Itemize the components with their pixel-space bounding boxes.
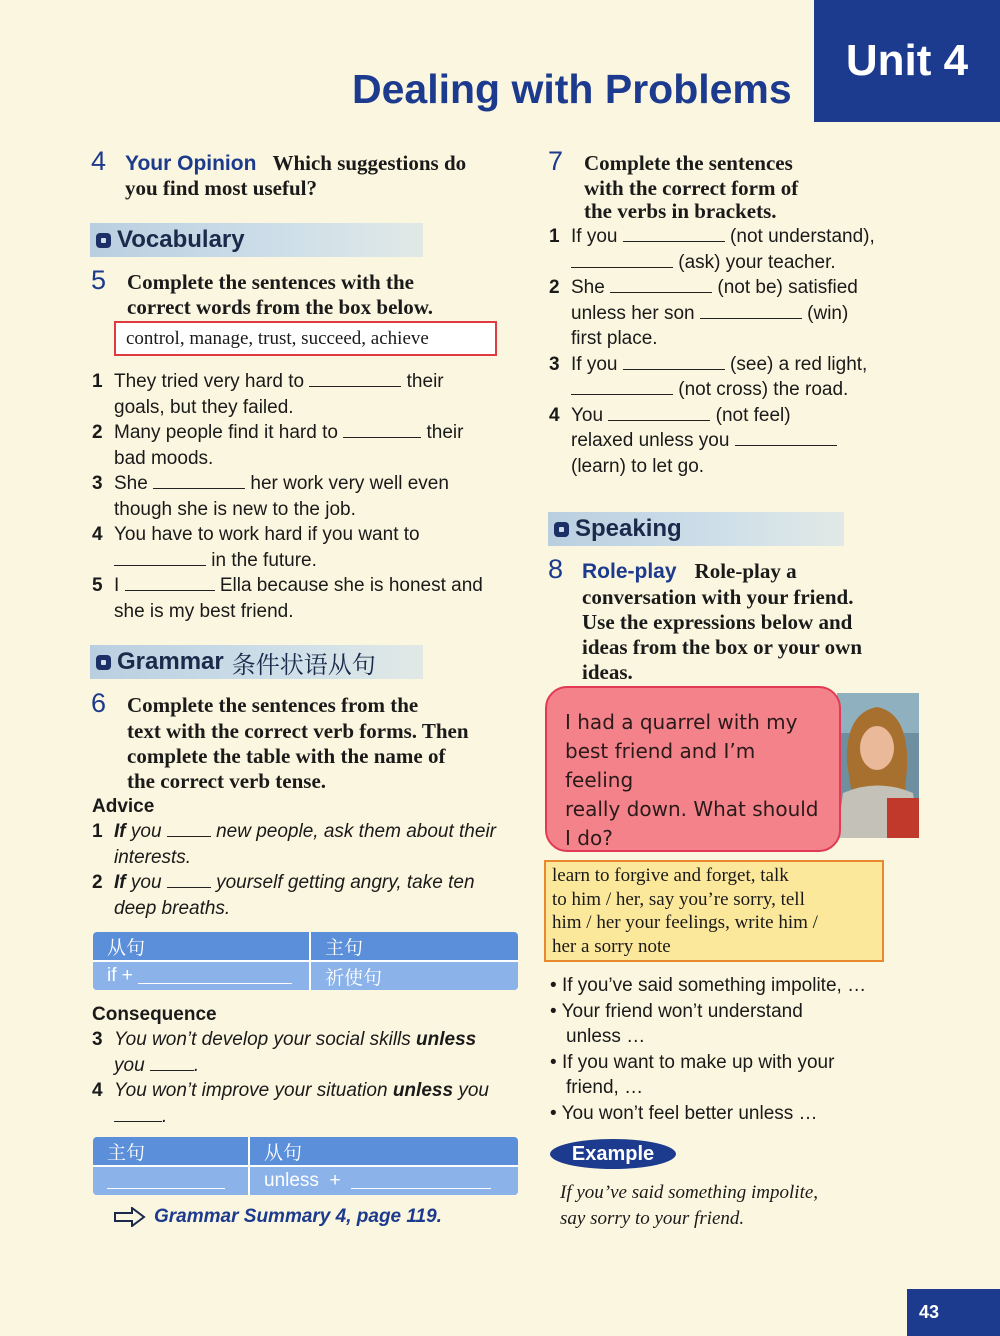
section-5-line-2: correct words from the box below. [127, 295, 433, 319]
list-item-cont: interests. [114, 846, 192, 868]
example-line: If you’ve said something impolite, [560, 1182, 819, 1203]
table-cell: unless + [248, 1167, 518, 1195]
answer-blank[interactable] [623, 353, 725, 370]
list-item-cont: (learn) to let go. [571, 455, 705, 477]
your-opinion-label: Your Opinion [125, 152, 257, 175]
section-6-line: text with the correct verb forms. Then [127, 719, 469, 743]
ideas-box [544, 860, 884, 962]
list-item-cont: in the future. [92, 548, 522, 574]
answer-blank[interactable] [167, 871, 211, 888]
table-cell [93, 1167, 248, 1195]
list-item: 3 You won’t develop your social skills unless [92, 1029, 477, 1050]
section-8-text: Role-play a [694, 559, 797, 583]
list-item-cont: unless her son (win) [571, 302, 849, 324]
list-item-cont: unless … [566, 1026, 646, 1047]
vocabulary-heading [90, 223, 423, 257]
section-8-line: Use the expressions below and [582, 610, 853, 634]
bubble-line: I had a quarrel with my [565, 710, 798, 734]
answer-blank[interactable] [114, 1105, 162, 1122]
list-item-cont: (not cross) the road. [549, 377, 969, 403]
section-8-line: ideas from the box or your own [582, 635, 863, 659]
consequence-label: Consequence [92, 1004, 217, 1025]
list-item: • If you want to make up with your [550, 1051, 835, 1073]
table-header: 从句 [107, 937, 146, 959]
ideas-line: learn to forgive and forget, talk [552, 865, 789, 886]
list-item: 3 She her work very well even [92, 473, 449, 494]
answer-blank[interactable] [571, 378, 673, 395]
list-item-cont: deep breaths. [114, 897, 231, 919]
section-8-line: conversation with your friend. [582, 585, 854, 609]
answer-blank[interactable] [153, 472, 245, 489]
section-5-line-1: Complete the sentences with the [127, 270, 414, 294]
table-header: 从句 [248, 1137, 518, 1165]
list-item-cont: goals, but they failed. [114, 396, 294, 418]
list-item: 1 They tried very hard to their [92, 371, 444, 392]
advice-label: Advice [92, 796, 155, 817]
section-4-text-2: you find most useful? [125, 176, 317, 200]
section-4-text: Which suggestions do [272, 151, 467, 175]
list-item: 5 I Ella because she is honest and [92, 575, 483, 596]
section-7-line: Complete the sentences [584, 151, 793, 175]
speaking-heading [548, 512, 844, 546]
answer-blank[interactable] [167, 820, 211, 837]
list-item: 2 If you yourself getting angry, take ten [92, 872, 475, 893]
section-marker-icon [554, 522, 569, 537]
list-item-cont: bad moods. [114, 447, 214, 469]
list-item-cont: (ask) your teacher. [549, 250, 969, 276]
list-item: 1 If you (not understand), [549, 226, 875, 247]
section-marker-icon [96, 655, 111, 670]
section-7-items [549, 224, 969, 479]
answer-blank[interactable] [138, 969, 292, 984]
section-5 [91, 265, 531, 319]
list-item: 2 Many people find it hard to their [92, 422, 464, 443]
example-text [560, 1180, 818, 1231]
answer-blank[interactable] [571, 251, 673, 268]
role-play-label: Role-play [582, 560, 677, 583]
expression-list [550, 973, 990, 1126]
vocabulary-items [92, 369, 522, 624]
section-7-line: with the correct form of [584, 176, 799, 200]
section-4 [91, 146, 531, 200]
section-number: 4 [91, 146, 107, 176]
girl-photo [837, 693, 919, 838]
example-badge: Example [550, 1139, 676, 1169]
list-item: • You won’t feel better unless … [550, 1102, 818, 1124]
bubble-line: best friend and I’m feeling [565, 739, 756, 792]
ideas-line: her a sorry note [552, 935, 671, 957]
grammar-heading-cn: 条件状语从句 [231, 650, 376, 679]
list-item: 4 You have to work hard if you want to [92, 524, 420, 545]
grammar-table-1 [93, 932, 518, 990]
list-item: 3 If you (see) a red light, [549, 353, 868, 375]
table-cell: if + [93, 962, 309, 990]
list-item-cont: friend, … [566, 1077, 644, 1098]
list-item: • Your friend won’t understand [550, 1000, 803, 1022]
answer-blank[interactable] [700, 302, 802, 319]
list-item: 2 She (not be) satisfied [549, 277, 858, 298]
arrow-right-icon [114, 1207, 146, 1227]
section-6 [91, 688, 531, 794]
section-6-line: Complete the sentences from the [127, 693, 419, 717]
ideas-line: to him / her, say you’re sorry, tell [552, 888, 805, 910]
table-cell: 祈使句 [309, 962, 518, 990]
list-item: • If you’ve said something impolite, … [550, 975, 867, 996]
answer-blank[interactable] [343, 421, 421, 438]
section-number: 6 [91, 688, 107, 718]
advice-block [92, 794, 532, 921]
list-item-cont: relaxed unless you [549, 428, 969, 454]
answer-blank[interactable] [114, 549, 206, 566]
table-header: 主句 [107, 1142, 146, 1164]
page-number: 43 [907, 1289, 1000, 1336]
section-number: 7 [548, 146, 564, 176]
grammar-summary-text: Grammar Summary 4, page 119. [154, 1206, 442, 1227]
grammar-summary-link[interactable] [114, 1206, 442, 1228]
list-item-cont: though she is new to the job. [114, 498, 356, 520]
list-item-cont: . [92, 1104, 532, 1130]
bubble-line: really down. What should [565, 797, 819, 821]
answer-blank[interactable] [608, 404, 710, 421]
ideas-line: him / her your feelings, write him / [552, 912, 818, 933]
grammar-heading-text: Grammar [117, 648, 224, 675]
table-header: 主句 [309, 932, 518, 960]
answer-blank[interactable] [623, 225, 725, 242]
bubble-line: I do? [565, 826, 613, 850]
word-box: control, manage, trust, succeed, achieve [114, 321, 497, 356]
list-item: 4 You (not feel) [549, 404, 791, 426]
speech-bubble [545, 686, 841, 852]
section-7-line: the verbs in brackets. [584, 199, 777, 223]
unit-label: Unit 4 [814, 0, 1000, 122]
list-item: 1 If you new people, ask them about their [92, 821, 496, 842]
section-8-line: ideas. [582, 660, 633, 684]
grammar-heading [90, 645, 423, 679]
answer-blank[interactable] [150, 1054, 194, 1071]
answer-blank[interactable] [107, 1174, 225, 1189]
example-line: say sorry to your friend. [560, 1207, 745, 1229]
list-item: 4 You won’t improve your situation unless you [92, 1080, 489, 1101]
list-item-cont: first place. [571, 328, 658, 349]
consequence-block [92, 1002, 532, 1129]
speaking-heading-text: Speaking [575, 515, 682, 542]
answer-blank[interactable] [610, 276, 712, 293]
grammar-table-2 [93, 1137, 518, 1195]
answer-blank[interactable] [735, 429, 837, 446]
answer-blank[interactable] [351, 1174, 491, 1189]
list-item-cont: she is my best friend. [114, 600, 294, 622]
answer-blank[interactable] [309, 370, 401, 387]
section-7 [548, 146, 968, 223]
section-6-line: complete the table with the name of [127, 744, 446, 768]
section-number: 8 [548, 554, 564, 584]
vocabulary-heading-text: Vocabulary [117, 226, 245, 253]
section-marker-icon [96, 233, 111, 248]
page-title: Dealing with Problems [352, 66, 792, 112]
section-6-line: the correct verb tense. [127, 769, 327, 793]
section-8 [548, 554, 968, 685]
list-item-cont: you . [114, 1054, 200, 1076]
section-number: 5 [91, 265, 107, 295]
answer-blank[interactable] [125, 574, 215, 591]
